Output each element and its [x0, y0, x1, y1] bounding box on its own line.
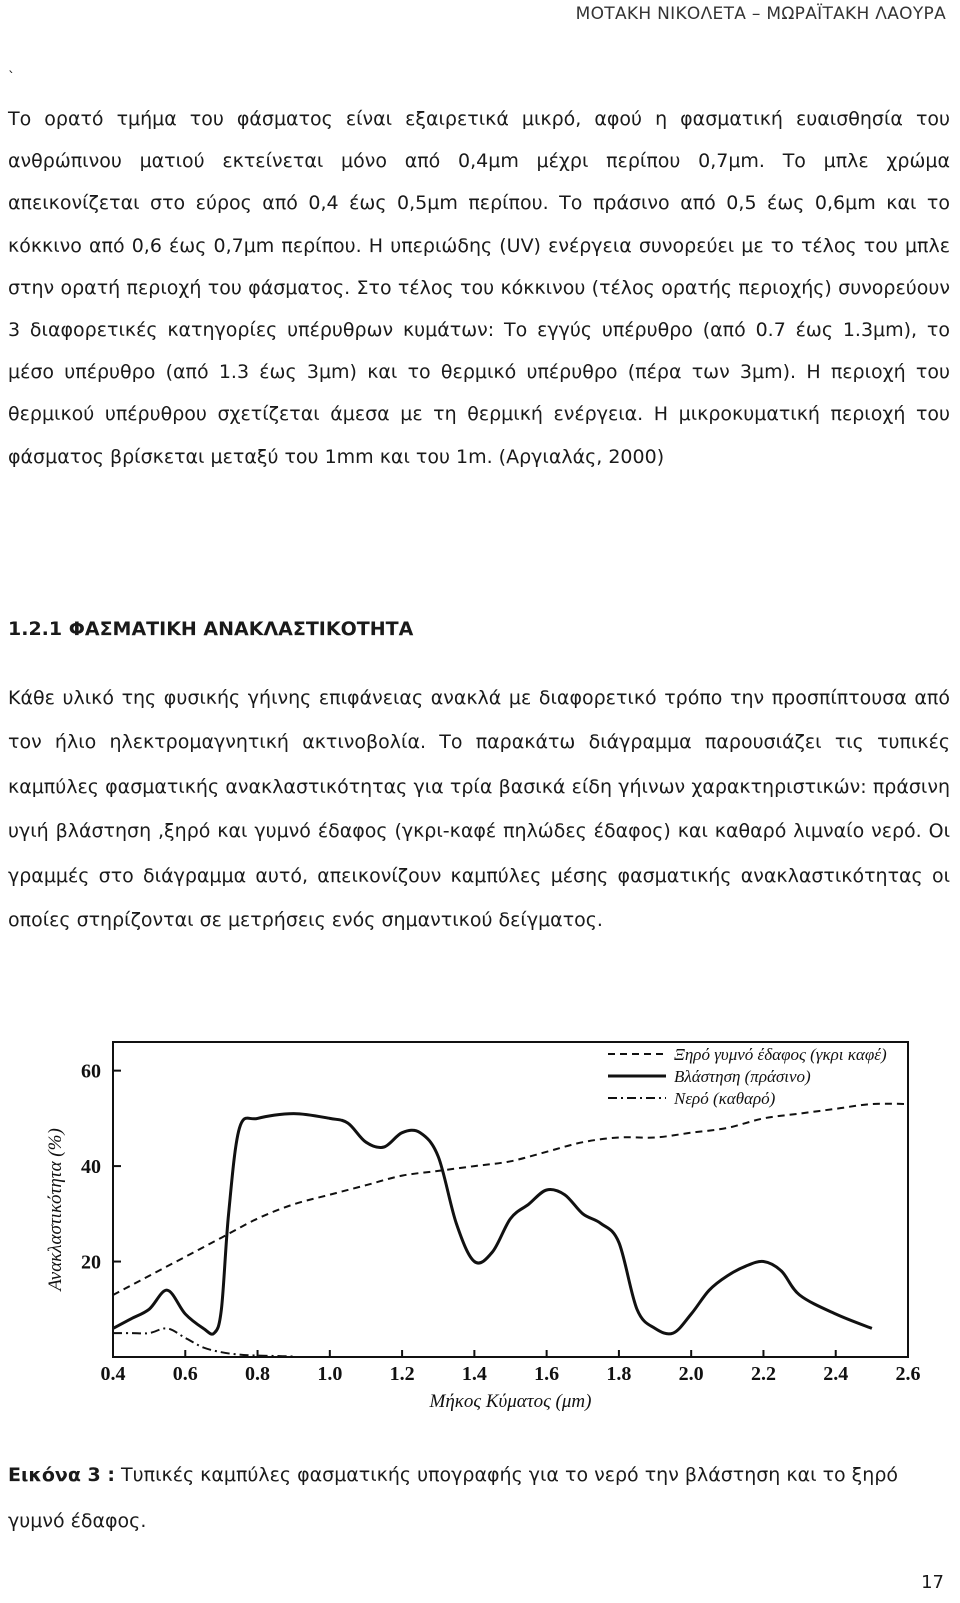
x-tick-label: 1.8: [606, 1363, 632, 1385]
page-number: 17: [921, 1572, 944, 1593]
series-line: [113, 1114, 872, 1335]
x-tick-label: 0.4: [100, 1363, 126, 1385]
x-tick-label: 0.6: [172, 1363, 198, 1385]
x-tick-label: 1.4: [461, 1363, 487, 1385]
caption-label: Εικόνα 3 :: [8, 1464, 115, 1486]
stray-mark: `: [8, 70, 15, 86]
y-tick-label: 20: [81, 1251, 101, 1274]
y-tick-label: 60: [81, 1060, 101, 1083]
plot-frame: [113, 1042, 908, 1357]
paragraph-text: Το ορατό τμήμα του φάσματος είναι εξαιρετικά μικρό, αφού η φασματική ευαισθησία του ανθρώπινου ματιού εκτείνεται μόνο από 0,4μm μέχρι περίπου 0,7μm. Το μπλε χρώμα απεικονίζεται στο εύρος από 0,4 έως 0,5μm περίπου. Το πράσινο από 0,5 έως 0,6μm και το κόκκινο από 0,6 έως 0,7μm περίπου. Η υπεριώδης (UV) ενέργεια συνορεύει με το τέλος του μπλε στην ορατή περιοχή του φάσματος. Στο τέλος του κόκκινου (τέλος ορατής περιοχής) συνορεύουν 3 διαφορετικές κατηγορίες υπέρυθρων κυμάτων: Το εγγύς υπέρυθρο (από 0.7 έως 1.3μm), το μέσο υπέρυθρο (από 1.3 έως 3μm) και το θερμικό υπέρυθρο (πέρα των 3μm). Η περιοχή του θερμικού υπέρυθρου σχετίζεται άμεσα με τη θερμική ενέργεια. Η μικροκυματική περιοχή του φάσματος βρίσκεται μεταξύ του 1mm και του 1m. (Αργιαλάς, 2000): [8, 108, 950, 468]
x-tick-label: 1.6: [534, 1363, 560, 1385]
x-tick-label: 2.6: [895, 1363, 921, 1385]
x-tick-label: 1.0: [317, 1363, 343, 1385]
spectral-reflectance-chart: [18, 1022, 948, 1422]
y-axis-label: Ανακλαστικότητα (%): [45, 1128, 66, 1291]
y-tick-label: 40: [81, 1156, 101, 1179]
caption-text: Τυπικές καμπύλες φασματικής υπογραφής για το νερό την βλάστηση και το ξηρό γυμνό έδαφος.: [8, 1464, 899, 1532]
paragraph-text: Κάθε υλικό της φυσικής γήινης επιφάνειας ανακλά με διαφορετικό τρόπο την προσπίπτουσα από τον ήλιο ηλεκτρομαγνητική ακτινοβολία. Το παρακάτω διάγραμμα παρουσιάζει τις τυπικές καμπύλες φασματικής ανακλαστικότητας για τρία βασικά είδη γήινων χαρακτηριστικών: πράσινη υγιή βλάστηση ,ξηρό και γυμνό έδαφος (γκρι-καφέ πηλώδες έδαφος) και καθαρό λιμναίο νερό. Οι γραμμές στο διάγραμμα αυτό, απεικονίζουν καμπύλες μέσης φασματικής ανακλαστικότητας οι οποίες στηρίζονται σε μετρήσεις ενός σημαντικού δείγματος.: [8, 687, 950, 932]
x-tick-label: 2.2: [750, 1363, 776, 1385]
legend-label: Βλάστηση (πράσινο): [674, 1067, 811, 1086]
legend-label: Νερό (καθαρό): [674, 1089, 776, 1108]
paragraph-spectral-reflectance: [8, 676, 950, 942]
x-axis-label: Μήκος Κύματος (μm): [429, 1391, 592, 1412]
x-tick-label: 1.2: [389, 1363, 415, 1385]
x-tick-label: 0.8: [245, 1363, 271, 1385]
series-line: [113, 1328, 294, 1356]
series-line: [113, 1104, 908, 1295]
section-title: 1.2.1 ΦΑΣΜΑΤΙΚΗ ΑΝΑΚΛΑΣΤΙΚΟΤΗΤΑ: [8, 618, 414, 640]
paragraph-visible-spectrum: [8, 98, 950, 478]
x-tick-label: 2.0: [678, 1363, 704, 1385]
legend-label: Ξηρό γυμνό έδαφος (γκρι καφέ): [674, 1045, 887, 1064]
x-tick-label: 2.4: [823, 1363, 849, 1385]
running-header: ΜΟΤΑΚΗ ΝΙΚΟΛΕΤΑ – ΜΩΡΑΪΤΑΚΗ ΛΑΟΥΡΑ: [575, 4, 946, 24]
figure-caption: [8, 1452, 950, 1544]
